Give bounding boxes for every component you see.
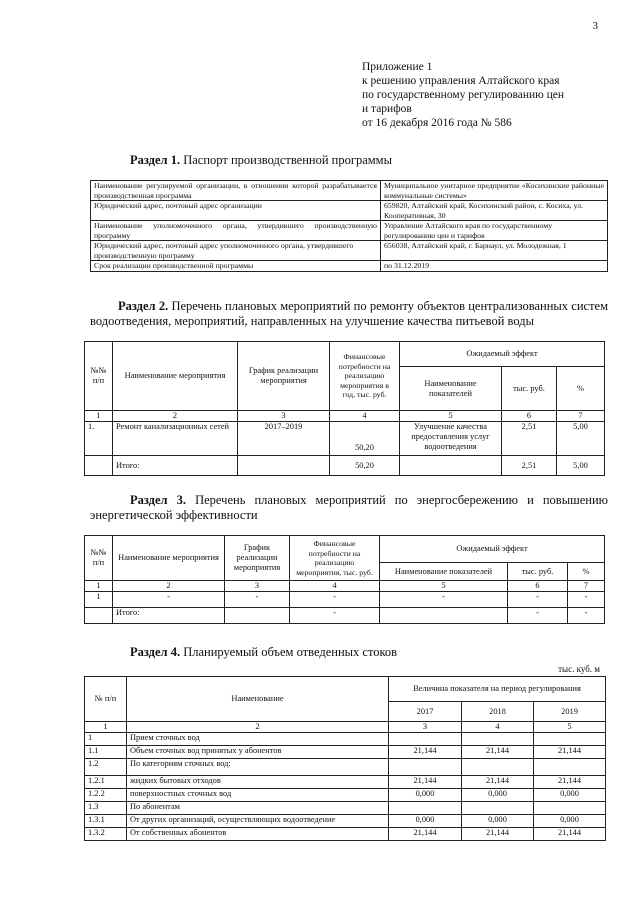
row-value: 21,144 [534, 828, 606, 841]
column-number: 5 [534, 722, 606, 733]
section3-table [84, 535, 605, 624]
column-number: 2 [113, 581, 225, 592]
header-percent: % [557, 367, 605, 411]
row-num: 1. [85, 422, 113, 456]
empty-cell [400, 456, 502, 476]
table-row [85, 815, 606, 828]
row-finance: 50,20 [330, 422, 400, 456]
row-value [534, 802, 606, 815]
row-num: 1 [85, 592, 113, 608]
empty-cell [85, 608, 113, 624]
column-number: 4 [330, 411, 400, 422]
total-finance: 50,20 [330, 456, 400, 476]
header-year: 2017 [389, 702, 462, 722]
row-percent: 5,00 [557, 422, 605, 456]
header-name: Наименование мероприятия [113, 342, 238, 411]
row-thousand: - [508, 592, 568, 608]
empty-cell [238, 456, 330, 476]
row-value [462, 733, 534, 746]
table-row [85, 828, 606, 841]
header-name: Наименование мероприятия [113, 536, 225, 581]
column-number-row [85, 722, 606, 733]
header-finance: Финансовые потребности на реализацию мероприятия в год, тыс. руб. [330, 342, 400, 411]
row-name: По абонентам [127, 802, 389, 815]
annex-line: к решению управления Алтайского края [362, 75, 560, 87]
column-number: 3 [389, 722, 462, 733]
passport-table [90, 180, 608, 272]
column-number: 7 [557, 411, 605, 422]
annex-line: Приложение 1 [362, 61, 433, 73]
header-year: 2019 [534, 702, 606, 722]
column-number: 6 [508, 581, 568, 592]
header-thousand: тыс. руб. [502, 367, 557, 411]
header-num: №№ п/п [85, 342, 113, 411]
empty-cell [85, 456, 113, 476]
row-schedule: 2017–2019 [238, 422, 330, 456]
row-value: 0,000 [534, 789, 606, 802]
table-row [91, 181, 608, 201]
passport-label: Наименование регулируемой организации, в отношении которой разрабатывается производственная программа [91, 181, 381, 201]
passport-label: Срок реализации производственной программы [91, 261, 381, 272]
row-name: Ремонт канализационных сетей [113, 422, 238, 456]
passport-value: 656038, Алтайский край, г. Барнаул, ул. Молодежная, 1 [381, 241, 608, 261]
header-schedule: График реализации мероприятия [238, 342, 330, 411]
annex-line: по государственному регулированию цен [362, 89, 565, 101]
header-year: 2018 [462, 702, 534, 722]
row-num: 1 [85, 733, 127, 746]
annex-line: и тарифов [362, 103, 412, 115]
annex-line: от 16 декабря 2016 года № 586 [362, 117, 512, 129]
row-value [534, 759, 606, 776]
page-number: 3 [592, 20, 598, 32]
total-percent: 5,00 [557, 456, 605, 476]
total-thousand: - [508, 608, 568, 624]
row-thousand: 2,51 [502, 422, 557, 456]
row-value: 0,000 [462, 815, 534, 828]
row-value: 21,144 [534, 746, 606, 759]
header-effect: Ожидаемый эффект [400, 342, 605, 367]
column-number: 4 [462, 722, 534, 733]
column-number-row [85, 581, 605, 592]
header-name: Наименование [127, 677, 389, 722]
row-value [389, 759, 462, 776]
passport-value: Управление Алтайского края по государственному регулированию цен и тарифов [381, 221, 608, 241]
header-finance: Финансовые потребности на реализацию мероприятия, тыс. руб. [290, 536, 380, 581]
section2-title: Раздел 2. Перечень плановых мероприятий по ремонту объектов централизованных систем водоотведения, мероприятий, направленных на улучшение качества питьевой воды [90, 299, 608, 328]
table-row [85, 789, 606, 802]
row-num: 1.1 [85, 746, 127, 759]
passport-value: по 31.12.2019 [381, 261, 608, 272]
row-indicator: - [380, 592, 508, 608]
column-number-row [85, 411, 605, 422]
total-finance: - [290, 608, 380, 624]
table-row [85, 592, 605, 608]
total-row [85, 456, 605, 476]
annex-header [362, 60, 622, 130]
column-number: 2 [127, 722, 389, 733]
units-label: тыс. куб. м [558, 664, 600, 674]
total-label: Итого: [113, 456, 238, 476]
column-number: 1 [85, 581, 113, 592]
header-indicator: Наименование показателей [400, 367, 502, 411]
header-num: № п/п [85, 677, 127, 722]
section4-table [84, 676, 606, 841]
table-row [85, 759, 606, 776]
row-value: 21,144 [462, 776, 534, 789]
total-thousand: 2,51 [502, 456, 557, 476]
total-percent: - [568, 608, 605, 624]
column-number: 5 [400, 411, 502, 422]
header-indicator: Наименование показателей [380, 563, 508, 581]
header-effect: Ожидаемый эффект [380, 536, 605, 563]
section1-title: Раздел 1. Паспорт производственной программы [130, 153, 392, 167]
row-name: Объем сточных вод принятых у абонентов [127, 746, 389, 759]
column-number: 1 [85, 722, 127, 733]
row-schedule: - [225, 592, 290, 608]
row-name: От собственных абонентов [127, 828, 389, 841]
column-number: 4 [290, 581, 380, 592]
passport-value: Муниципальное унитарное предприятие «Косихинские районные коммунальные системы» [381, 181, 608, 201]
row-name: Прием сточных вод [127, 733, 389, 746]
passport-value: 659820, Алтайский край, Косихинский район, с. Косиха, ул. Кооперативная, 30 [381, 201, 608, 221]
row-value: 0,000 [462, 789, 534, 802]
table-row [91, 201, 608, 221]
header-percent: % [568, 563, 605, 581]
row-num: 1.3.1 [85, 815, 127, 828]
header-schedule: График реализации мероприятия [225, 536, 290, 581]
total-row [85, 608, 605, 624]
row-name: От других организаций, осуществляющих водоотведение [127, 815, 389, 828]
row-value [534, 733, 606, 746]
header-num: №№ п/п [85, 536, 113, 581]
column-number: 2 [113, 411, 238, 422]
table-row [85, 733, 606, 746]
row-num: 1.2.1 [85, 776, 127, 789]
section4-title: Раздел 4. Планируемый объем отведенных стоков [130, 645, 398, 659]
row-value: 0,000 [389, 789, 462, 802]
section2-table [84, 341, 605, 476]
empty-cell [225, 608, 290, 624]
row-name: поверхностных сточных вод [127, 789, 389, 802]
table-row [91, 261, 608, 272]
row-value [462, 802, 534, 815]
row-finance: - [290, 592, 380, 608]
row-value: 21,144 [534, 776, 606, 789]
passport-label: Наименование уполномоченного органа, утвердившего производственную программу [91, 221, 381, 241]
row-num: 1.3.2 [85, 828, 127, 841]
table-row [85, 422, 605, 456]
header-period: Величина показателя на период регулирования [389, 677, 606, 702]
passport-label: Юридический адрес, почтовый адрес уполномоченного органа, утвердившего производственную программу [91, 241, 381, 261]
row-value: 21,144 [389, 776, 462, 789]
row-value: 21,144 [389, 746, 462, 759]
row-value: 21,144 [462, 746, 534, 759]
row-value [462, 759, 534, 776]
table-row [91, 241, 608, 261]
row-name: жидких бытовых отходов [127, 776, 389, 789]
row-num: 1.2 [85, 759, 127, 776]
column-number: 3 [225, 581, 290, 592]
total-label: Итого: [113, 608, 225, 624]
table-row [91, 221, 608, 241]
header-thousand: тыс. руб. [508, 563, 568, 581]
row-value: 0,000 [534, 815, 606, 828]
row-name: По категориям сточных вод: [127, 759, 389, 776]
table-row [85, 802, 606, 815]
table-row [85, 746, 606, 759]
column-number: 1 [85, 411, 113, 422]
column-number: 7 [568, 581, 605, 592]
row-value: 0,000 [389, 815, 462, 828]
column-number: 6 [502, 411, 557, 422]
row-value [389, 802, 462, 815]
row-value: 21,144 [462, 828, 534, 841]
column-number: 3 [238, 411, 330, 422]
column-number: 5 [380, 581, 508, 592]
row-num: 1.3 [85, 802, 127, 815]
row-value: 21,144 [389, 828, 462, 841]
row-num: 1.2.2 [85, 789, 127, 802]
section3-title: Раздел 3. Перечень плановых мероприятий по энергосбережению и повышению энергетической эффективности [90, 493, 608, 522]
row-value [389, 733, 462, 746]
row-percent: - [568, 592, 605, 608]
row-indicator: Улучшение качества предоставления услуг водоотведения [400, 422, 502, 456]
row-name: - [113, 592, 225, 608]
table-row [85, 776, 606, 789]
passport-label: Юридический адрес, почтовый адрес организации [91, 201, 381, 221]
empty-cell [380, 608, 508, 624]
